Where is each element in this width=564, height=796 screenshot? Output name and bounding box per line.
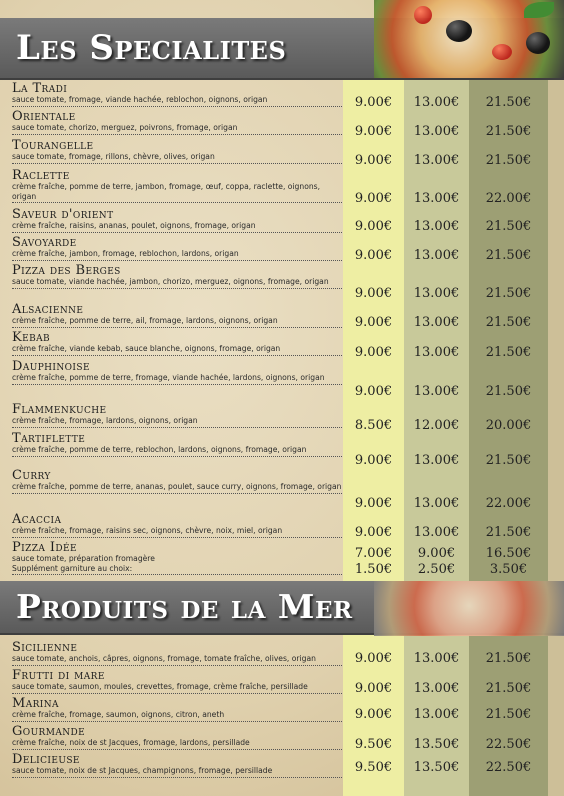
dotted-divider	[12, 537, 342, 538]
price-medium: 12.00€	[413, 418, 460, 433]
price-medium: 13.00€	[413, 286, 460, 301]
dotted-divider	[12, 327, 342, 328]
price-large: 22.00€	[485, 191, 532, 206]
price-small: 9.00€	[354, 651, 393, 666]
menu-item	[12, 512, 548, 540]
menu-item	[12, 81, 548, 110]
price-medium: 13.00€	[413, 707, 460, 722]
dotted-divider	[12, 574, 342, 575]
price-large: 21.50€	[485, 384, 532, 399]
price-medium: 13.00€	[413, 384, 460, 399]
item-name: Sicilienne	[12, 640, 78, 655]
item-name: Pizza des Berges	[12, 263, 121, 278]
item-description: crème fraîche, fromage, raisins sec, oignons, chèvre, noix, miel, origan	[12, 526, 283, 535]
price-large: 21.50€	[485, 453, 532, 468]
price-small: 9.00€	[354, 384, 393, 399]
price-large: 22.50€	[485, 737, 532, 752]
tomato-icon	[414, 6, 432, 24]
item-name: Acaccia	[12, 512, 62, 527]
item-name: Marina	[12, 696, 59, 711]
price-small: 9.00€	[354, 525, 393, 540]
item-name: Flammenkuche	[12, 402, 107, 417]
item-description: crème fraîche, pomme de terre, reblochon, lardons, oignons, fromage, origan	[12, 445, 307, 454]
price-small: 8.50€	[354, 418, 393, 433]
dotted-divider	[12, 693, 342, 694]
item-name: Delicieuse	[12, 752, 80, 767]
item-description: sauce tomate, chorizo, merguez, poivrons, fromage, origan	[12, 123, 238, 132]
price-small: 9.50€	[354, 760, 393, 775]
menu-item	[12, 697, 548, 720]
price-small: 9.00€	[354, 315, 393, 330]
dotted-divider	[12, 427, 342, 428]
price-large: 21.50€	[485, 525, 532, 540]
item-description: sauce tomate, noix de st Jacques, champignons, fromage, persillade	[12, 766, 273, 775]
olive-icon	[526, 32, 550, 54]
item-description: crème fraîche, pomme de terre, fromage, viande hachée, lardons, oignons, origan	[12, 373, 325, 382]
item-description: sauce tomate, fromage, viande hachée, reblochon, oignons, origan	[12, 95, 268, 104]
item-supplement: Supplément garniture au choix:	[12, 563, 133, 573]
item-name: La Tradi	[12, 81, 68, 96]
item-name: Alsacienne	[12, 302, 84, 317]
menu-item	[12, 138, 548, 168]
item-name: Frutti di mare	[12, 668, 105, 683]
price-large: 22.00€	[485, 496, 532, 511]
price-large: 21.50€	[485, 707, 532, 722]
item-name: Pizza Idée	[12, 540, 77, 555]
item-description: crème fraîche, fromage, lardons, oignons, origan	[12, 416, 198, 425]
dotted-divider	[12, 665, 342, 666]
price-small: 9.00€	[354, 453, 393, 468]
menu-item	[12, 235, 548, 263]
dotted-divider	[12, 288, 342, 289]
item-description: crème fraîche, jambon, fromage, reblochon, lardons, origan	[12, 249, 239, 258]
menu-item	[12, 330, 548, 360]
menu-item	[12, 109, 548, 139]
item-description: sauce tomate, viande hachée, jambon, chorizo, merguez, oignons, fromage, origan	[12, 277, 329, 286]
price-small: 7.00€	[354, 546, 393, 561]
price-small: 9.00€	[354, 681, 393, 696]
price-medium: 13.50€	[413, 760, 460, 775]
price-medium: 13.00€	[413, 525, 460, 540]
menu-item	[12, 641, 548, 664]
menu-item	[12, 359, 548, 399]
price-small: 9.00€	[354, 248, 393, 263]
price-large: 21.50€	[485, 315, 532, 330]
price-medium: 13.00€	[413, 153, 460, 168]
price-small: 9.00€	[354, 124, 393, 139]
price-large: 21.50€	[485, 248, 532, 263]
dotted-divider	[12, 232, 342, 233]
price-medium: 13.00€	[413, 453, 460, 468]
dotted-divider	[12, 493, 342, 494]
supplement-price-medium: 2.50€	[417, 562, 456, 577]
price-large: 21.50€	[485, 681, 532, 696]
dotted-divider	[12, 777, 342, 778]
price-medium: 13.00€	[413, 191, 460, 206]
item-name: Curry	[12, 468, 51, 483]
item-name: Dauphinoise	[12, 359, 90, 374]
item-name: Tourangelle	[12, 138, 94, 153]
item-name: Saveur d'orient	[12, 207, 114, 222]
section-title: Les Specialites	[16, 28, 287, 68]
dotted-divider	[12, 134, 342, 135]
supplement-price-large: 3.50€	[489, 562, 528, 577]
pizza-photo	[374, 0, 564, 78]
item-description: crème fraîche, pomme de terre, jambon, fromage, œuf, coppa, raclette, oignons, origan	[12, 182, 321, 201]
price-large: 21.50€	[485, 286, 532, 301]
item-name: Gourmande	[12, 724, 86, 739]
dotted-divider	[12, 721, 342, 722]
menu-item	[12, 724, 548, 752]
price-large: 20.00€	[485, 418, 532, 433]
menu-item	[12, 168, 548, 206]
item-name: Savoyarde	[12, 235, 77, 250]
item-description: crème fraîche, pomme de terre, ananas, poulet, sauce curry, oignons, fromage, origan	[12, 482, 342, 491]
dotted-divider	[12, 384, 342, 385]
price-large: 21.50€	[485, 153, 532, 168]
item-description: sauce tomate, fromage, rillons, chèvre, olives, origan	[12, 152, 215, 161]
menu-item	[12, 753, 548, 776]
basil-leaf-icon	[524, 2, 554, 18]
dotted-divider	[12, 355, 342, 356]
menu-item	[12, 540, 548, 577]
price-medium: 13.00€	[413, 315, 460, 330]
dotted-divider	[12, 260, 342, 261]
price-large: 21.50€	[485, 651, 532, 666]
dotted-divider	[12, 163, 342, 164]
page-edge	[548, 80, 564, 796]
price-small: 9.00€	[354, 95, 393, 110]
price-medium: 13.00€	[413, 651, 460, 666]
price-medium: 13.00€	[413, 219, 460, 234]
price-large: 21.50€	[485, 345, 532, 360]
price-small: 9.00€	[354, 219, 393, 234]
menu-item	[12, 263, 548, 301]
tomato-icon	[492, 44, 512, 60]
dotted-divider	[12, 749, 342, 750]
price-small: 9.00€	[354, 707, 393, 722]
dotted-divider	[12, 456, 342, 457]
price-medium: 13.00€	[413, 496, 460, 511]
supplement-price-small: 1.50€	[354, 562, 393, 577]
dotted-divider	[12, 106, 342, 107]
price-small: 9.00€	[354, 191, 393, 206]
price-small: 9.00€	[354, 286, 393, 301]
price-large: 21.50€	[485, 219, 532, 234]
item-description: sauce tomate, anchois, câpres, oignons, fromage, tomate fraîche, olives, origan	[12, 654, 316, 663]
price-small: 9.50€	[354, 737, 393, 752]
menu-item	[12, 302, 548, 330]
price-medium: 9.00€	[417, 546, 456, 561]
item-description: sauce tomate, saumon, moules, crevettes, fromage, crème fraîche, persillade	[12, 682, 308, 691]
price-medium: 13.00€	[413, 248, 460, 263]
menu-item	[12, 402, 548, 433]
price-medium: 13.00€	[413, 95, 460, 110]
price-medium: 13.00€	[413, 124, 460, 139]
price-large: 21.50€	[485, 95, 532, 110]
dotted-divider	[12, 202, 342, 203]
item-description: crème fraîche, pomme de terre, ail, fromage, lardons, oignons, origan	[12, 316, 278, 325]
seafood-pizza-photo	[374, 581, 564, 636]
olive-icon	[446, 20, 472, 42]
price-medium: 13.50€	[413, 737, 460, 752]
price-small: 9.00€	[354, 496, 393, 511]
price-large: 16.50€	[485, 546, 532, 561]
menu-item	[12, 431, 548, 468]
item-name: Tartiflette	[12, 431, 86, 446]
item-name: Raclette	[12, 168, 70, 183]
menu-item	[12, 207, 548, 234]
price-small: 9.00€	[354, 153, 393, 168]
item-name: Kebab	[12, 330, 51, 345]
menu-item	[12, 668, 548, 696]
price-medium: 13.00€	[413, 345, 460, 360]
item-name: Orientale	[12, 109, 76, 124]
price-small: 9.00€	[354, 345, 393, 360]
section-title: Produits de la Mer	[16, 587, 353, 626]
menu-item	[12, 468, 548, 511]
item-description: crème fraîche, noix de st Jacques, fromage, lardons, persillade	[12, 738, 250, 747]
item-description: crème fraîche, fromage, saumon, oignons, citron, aneth	[12, 710, 225, 719]
price-large: 22.50€	[485, 760, 532, 775]
price-large: 21.50€	[485, 124, 532, 139]
item-description: sauce tomate, préparation fromagère	[12, 554, 155, 563]
item-description: crème fraîche, raisins, ananas, poulet, oignons, fromage, origan	[12, 221, 256, 230]
item-description: crème fraîche, viande kebab, sauce blanche, oignons, fromage, origan	[12, 344, 281, 353]
price-medium: 13.00€	[413, 681, 460, 696]
